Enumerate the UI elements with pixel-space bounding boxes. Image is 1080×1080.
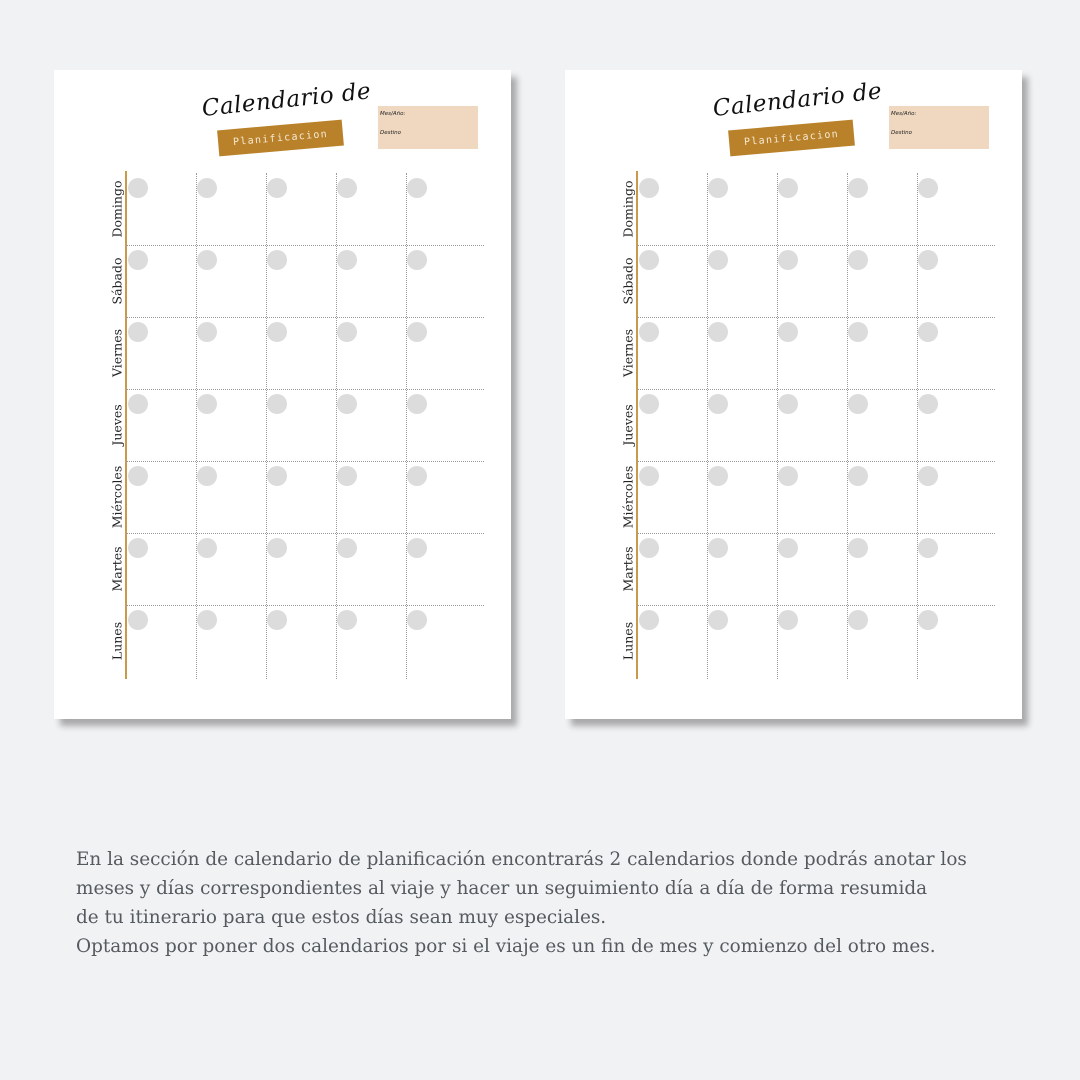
column-divider (847, 173, 848, 679)
day-label-text: Sábado (109, 257, 125, 305)
day-label-text: Viernes (109, 328, 125, 378)
day-label-text: Miércoles (109, 465, 125, 529)
day-label-text: Martes (620, 546, 636, 592)
day-number-dot[interactable] (197, 538, 217, 558)
day-number-dot[interactable] (407, 178, 427, 198)
column-divider (406, 173, 407, 679)
day-number-dot[interactable] (708, 250, 728, 270)
day-axis-line (636, 171, 638, 679)
title-banner (728, 120, 855, 157)
day-number-dot[interactable] (407, 466, 427, 486)
day-number-dot[interactable] (708, 178, 728, 198)
title-script: Calendario de (200, 78, 373, 122)
day-label-text: Lunes (109, 621, 125, 661)
day-number-dot[interactable] (918, 610, 938, 630)
day-number-dot[interactable] (337, 178, 357, 198)
day-number-dot[interactable] (778, 394, 798, 414)
description-line: Optamos por poner dos calendarios por si el viaje es un fin de mes y comienzo del otro mes. (76, 936, 936, 957)
row-divider (126, 245, 484, 246)
day-number-dot[interactable] (848, 394, 868, 414)
day-number-dot[interactable] (267, 538, 287, 558)
row-divider (637, 245, 995, 246)
day-number-dot[interactable] (918, 466, 938, 486)
column-divider (196, 173, 197, 679)
day-number-dot[interactable] (267, 322, 287, 342)
title-script: Calendario de (711, 78, 884, 122)
row-divider (637, 389, 995, 390)
day-number-dot[interactable] (128, 538, 148, 558)
row-divider (126, 461, 484, 462)
day-number-dot[interactable] (639, 466, 659, 486)
row-divider (126, 605, 484, 606)
day-number-dot[interactable] (267, 610, 287, 630)
day-number-dot[interactable] (337, 538, 357, 558)
day-number-dot[interactable] (407, 394, 427, 414)
row-divider (637, 317, 995, 318)
day-number-dot[interactable] (639, 610, 659, 630)
column-divider (336, 173, 337, 679)
title-banner (217, 120, 344, 157)
day-number-dot[interactable] (918, 178, 938, 198)
day-number-dot[interactable] (197, 178, 217, 198)
day-label-text: Lunes (620, 621, 636, 661)
day-number-dot[interactable] (918, 538, 938, 558)
day-number-dot[interactable] (197, 322, 217, 342)
day-number-dot[interactable] (918, 394, 938, 414)
column-divider (266, 173, 267, 679)
day-number-dot[interactable] (708, 466, 728, 486)
day-number-dot[interactable] (128, 178, 148, 198)
day-number-dot[interactable] (778, 538, 798, 558)
day-number-dot[interactable] (848, 178, 868, 198)
month-year-field[interactable]: Mes/Año: (380, 111, 406, 117)
day-number-dot[interactable] (639, 178, 659, 198)
day-number-dot[interactable] (639, 394, 659, 414)
row-divider (637, 533, 995, 534)
day-number-dot[interactable] (197, 250, 217, 270)
title-banner-text: Planificacion (232, 128, 329, 148)
day-number-dot[interactable] (128, 610, 148, 630)
day-number-dot[interactable] (337, 250, 357, 270)
description-line: meses y días correspondientes al viaje y hacer un seguimiento día a día de forma resumida (76, 878, 928, 899)
day-label-text: Miércoles (620, 465, 636, 529)
description-text (76, 845, 1036, 961)
day-number-dot[interactable] (407, 250, 427, 270)
day-number-dot[interactable] (197, 610, 217, 630)
day-number-dot[interactable] (337, 322, 357, 342)
day-label-text: Viernes (620, 328, 636, 378)
day-number-dot[interactable] (778, 610, 798, 630)
destination-field[interactable]: Destino (891, 130, 913, 136)
day-number-dot[interactable] (848, 250, 868, 270)
row-divider (126, 317, 484, 318)
day-number-dot[interactable] (267, 178, 287, 198)
row-divider (126, 389, 484, 390)
day-number-dot[interactable] (918, 322, 938, 342)
day-label-text: Domingo (620, 180, 636, 238)
day-label-text: Jueves (109, 404, 125, 446)
column-divider (917, 173, 918, 679)
day-number-dot[interactable] (407, 538, 427, 558)
day-number-dot[interactable] (407, 610, 427, 630)
row-divider (637, 461, 995, 462)
day-number-dot[interactable] (337, 394, 357, 414)
day-number-dot[interactable] (197, 466, 217, 486)
day-label-text: Martes (109, 546, 125, 592)
day-number-dot[interactable] (848, 322, 868, 342)
day-label-text: Domingo (109, 180, 125, 238)
day-number-dot[interactable] (708, 322, 728, 342)
destination-field[interactable]: Destino (380, 130, 402, 136)
day-number-dot[interactable] (708, 610, 728, 630)
day-number-dot[interactable] (639, 250, 659, 270)
info-box (378, 106, 478, 149)
column-divider (707, 173, 708, 679)
day-number-dot[interactable] (337, 466, 357, 486)
day-number-dot[interactable] (639, 322, 659, 342)
month-year-field[interactable]: Mes/Año: (891, 111, 917, 117)
day-number-dot[interactable] (128, 322, 148, 342)
day-number-dot[interactable] (128, 466, 148, 486)
description-line: de tu itinerario para que estos días sean muy especiales. (76, 907, 607, 928)
day-number-dot[interactable] (778, 466, 798, 486)
calendar-page-left (54, 70, 511, 719)
description-line: En la sección de calendario de planificación encontrarás 2 calendarios donde podrás anotar los (76, 849, 967, 870)
day-number-dot[interactable] (267, 250, 287, 270)
day-axis-line (125, 171, 127, 679)
day-number-dot[interactable] (918, 250, 938, 270)
day-label-text: Jueves (620, 404, 636, 446)
day-number-dot[interactable] (267, 466, 287, 486)
day-number-dot[interactable] (778, 250, 798, 270)
day-number-dot[interactable] (778, 178, 798, 198)
day-number-dot[interactable] (337, 610, 357, 630)
column-divider (777, 173, 778, 679)
day-label-text: Sábado (620, 257, 636, 305)
day-number-dot[interactable] (407, 322, 427, 342)
day-number-dot[interactable] (848, 466, 868, 486)
day-number-dot[interactable] (708, 538, 728, 558)
day-number-dot[interactable] (848, 610, 868, 630)
day-number-dot[interactable] (197, 394, 217, 414)
day-number-dot[interactable] (708, 394, 728, 414)
row-divider (126, 533, 484, 534)
day-number-dot[interactable] (848, 538, 868, 558)
day-number-dot[interactable] (639, 538, 659, 558)
day-number-dot[interactable] (267, 394, 287, 414)
title-banner-text: Planificacion (743, 128, 840, 148)
day-number-dot[interactable] (128, 250, 148, 270)
day-number-dot[interactable] (128, 394, 148, 414)
row-divider (637, 605, 995, 606)
day-number-dot[interactable] (778, 322, 798, 342)
calendar-page-right (565, 70, 1022, 719)
info-box (889, 106, 989, 149)
